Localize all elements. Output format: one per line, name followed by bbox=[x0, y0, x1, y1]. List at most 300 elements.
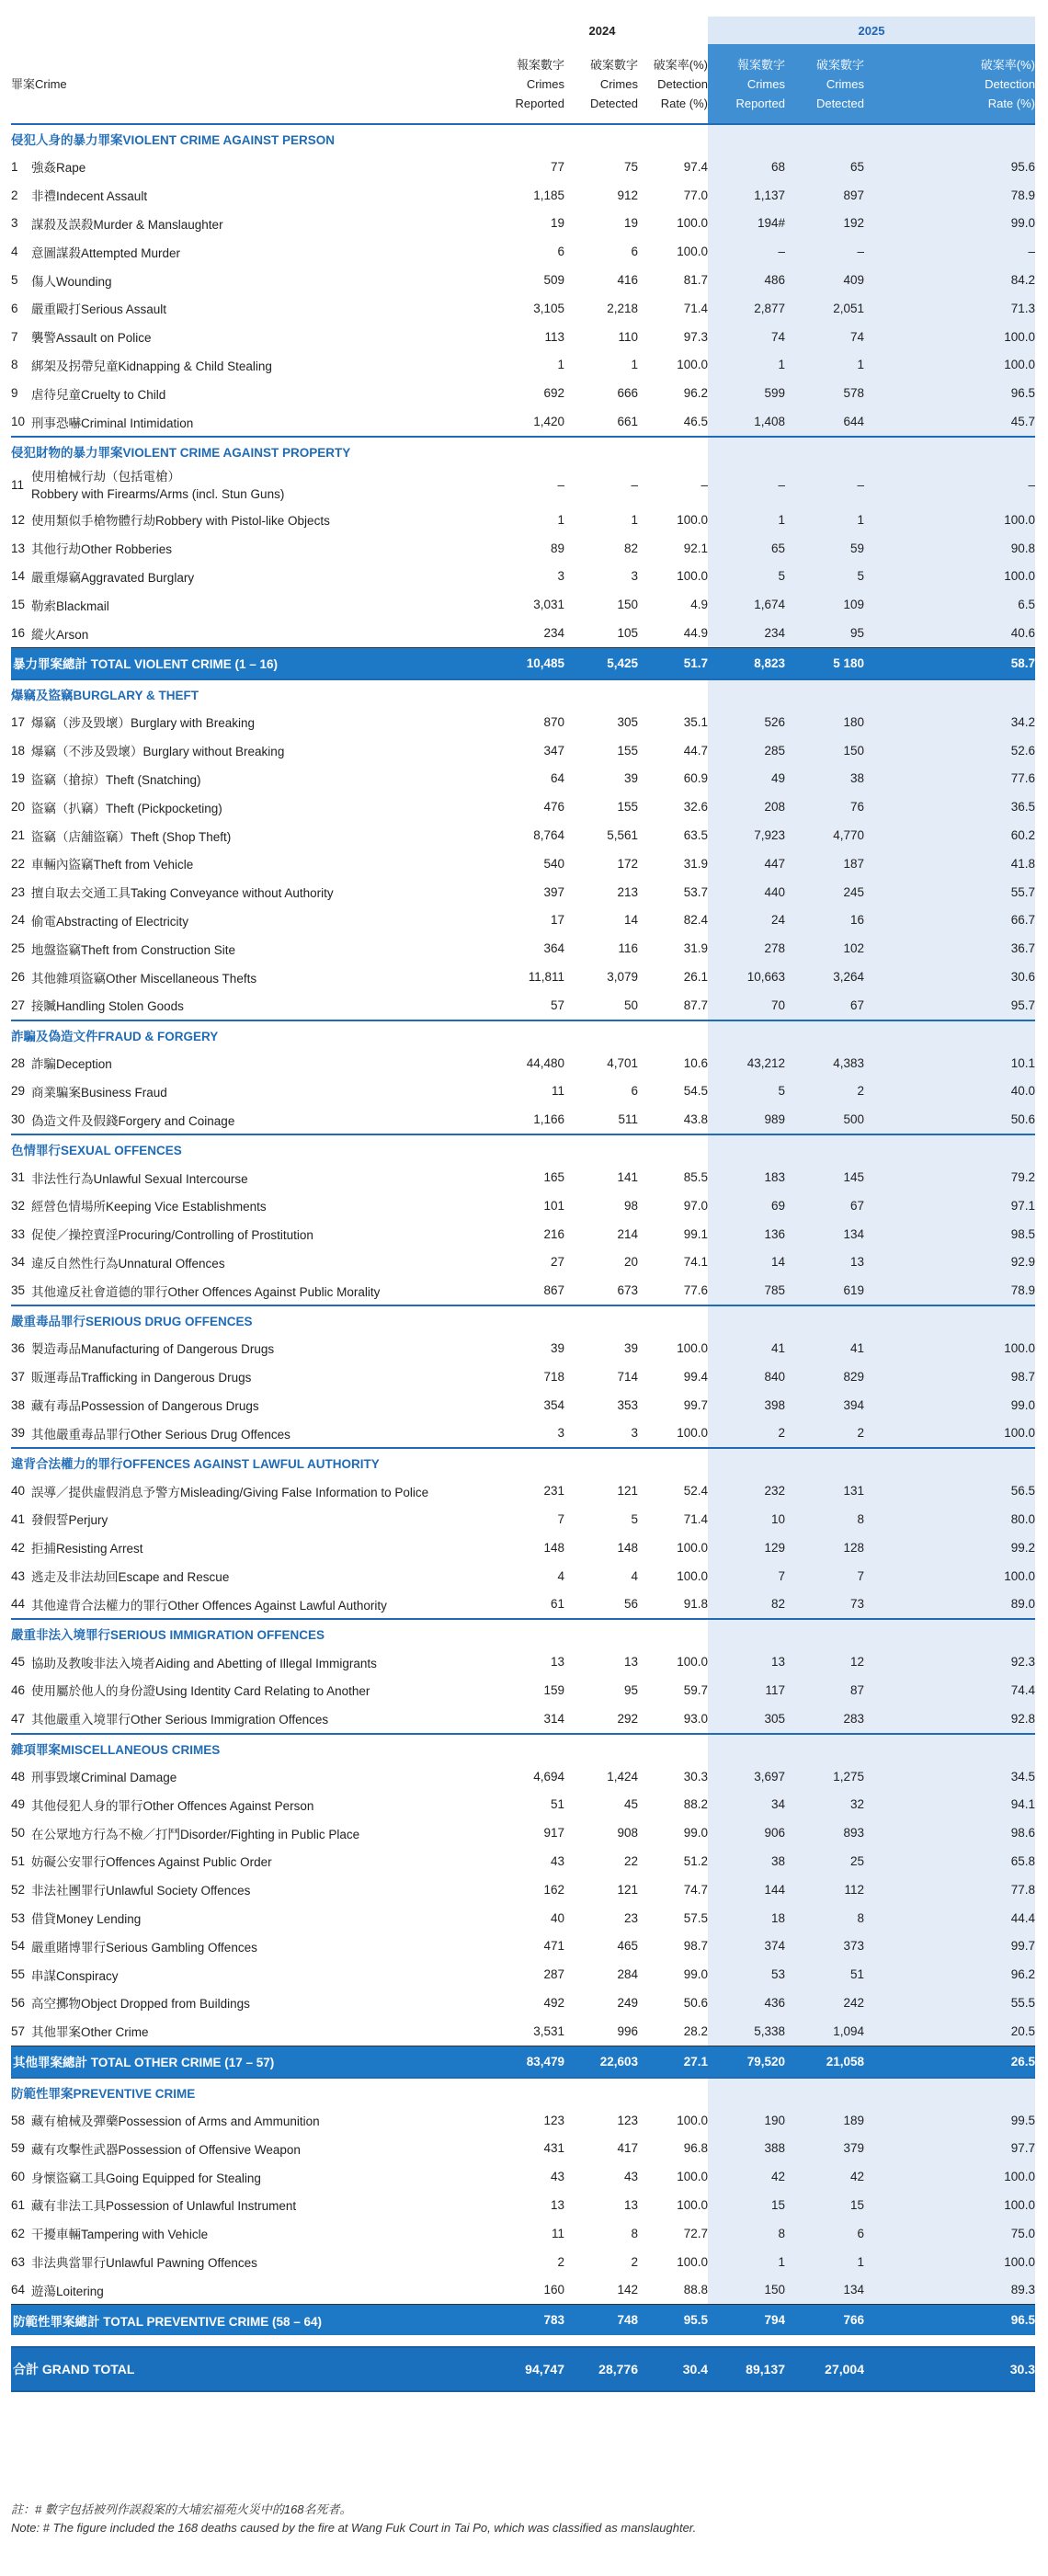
header-line: 破案數字 bbox=[589, 57, 638, 72]
total-row bbox=[11, 647, 1035, 679]
detected-2025: 42 bbox=[785, 2162, 864, 2191]
crime-name-line: 其他侵犯人身的罪行Other Offences Against Person bbox=[31, 1798, 314, 1813]
detected-2025: 109 bbox=[785, 590, 864, 619]
section-2025-band bbox=[708, 1619, 1035, 1647]
crime-name bbox=[31, 1989, 496, 2017]
crime-name bbox=[31, 1647, 496, 1676]
row-number: 59 bbox=[11, 2141, 26, 2156]
crime-name bbox=[31, 237, 496, 266]
header-line: Detected bbox=[589, 96, 638, 110]
rate-2025: 36.5 bbox=[864, 792, 1035, 821]
rate-2024: 10.6 bbox=[683, 1055, 708, 1070]
detected-2024: 912 bbox=[617, 188, 638, 202]
reported-2025: 447 bbox=[708, 849, 785, 878]
table-row bbox=[11, 1676, 1035, 1704]
rate-2024: 93.0 bbox=[638, 1704, 708, 1734]
reported-2025: 1 bbox=[708, 2248, 785, 2276]
rate-2025: 100.0 bbox=[864, 1562, 1035, 1590]
reported-2025: 150 bbox=[708, 2275, 785, 2304]
reported-2024: 718 bbox=[543, 1369, 564, 1384]
row-number: 55 bbox=[11, 1967, 26, 1982]
reported-2025: 440 bbox=[708, 878, 785, 906]
crime-name-line: 盜竊（扒竊）Theft (Pickpocketing) bbox=[31, 801, 222, 815]
total-label: 暴力罪案總計 TOTAL VIOLENT CRIME (1 – 16) bbox=[11, 647, 496, 679]
rate-2024: 60.9 bbox=[683, 771, 708, 786]
row-number: 51 bbox=[11, 1853, 26, 1868]
detected-2024: 3 bbox=[564, 1419, 638, 1448]
detected-2024: 22 bbox=[623, 1853, 638, 1868]
footnote-en: Note: # The figure included the 168 deaths caused by the fire at Wang Fuk Court in Tai Po, which was classified as manslaughter. bbox=[11, 2521, 697, 2535]
reported-2025: 82 bbox=[708, 1590, 785, 1619]
total-reported-2025: 8,823 bbox=[708, 647, 785, 679]
detected-2025: 87 bbox=[785, 1676, 864, 1704]
detected-2025: 2 bbox=[785, 1077, 864, 1106]
reported-2025: 599 bbox=[708, 379, 785, 407]
crime-name bbox=[31, 1391, 496, 1419]
section-title: 侵犯人身的暴力罪案VIOLENT CRIME AGAINST PERSON bbox=[11, 124, 708, 153]
rate-2024: 100.0 bbox=[677, 2254, 708, 2269]
crime-name bbox=[31, 934, 496, 963]
detected-2024: 39 bbox=[623, 771, 638, 786]
header-line: Rate (%) bbox=[660, 96, 708, 110]
crime-name bbox=[31, 1334, 496, 1362]
section-title: 侵犯財物的暴力罪案VIOLENT CRIME AGAINST PROPERTY bbox=[11, 437, 708, 465]
reported-2024: 148 bbox=[543, 1540, 564, 1555]
rate-2025: 45.7 bbox=[864, 407, 1035, 437]
row-number: 16 bbox=[11, 626, 26, 641]
detected-2025: 102 bbox=[785, 934, 864, 963]
crime-name bbox=[31, 1875, 496, 1904]
rate-2025: 100.0 bbox=[864, 2248, 1035, 2276]
table-row bbox=[11, 1875, 1035, 1904]
table-row bbox=[11, 765, 1035, 793]
header-year-row bbox=[11, 17, 1035, 44]
rate-2024: 96.8 bbox=[683, 2141, 708, 2156]
row-number: 60 bbox=[11, 2170, 26, 2184]
reported-2024: 287 bbox=[543, 1967, 564, 1982]
table-row bbox=[11, 849, 1035, 878]
header-reported-2025 bbox=[708, 44, 785, 124]
reported-2024: 917 bbox=[543, 1826, 564, 1841]
crime-name bbox=[31, 407, 496, 437]
table-row bbox=[11, 1505, 1035, 1533]
crime-name-line: 販運毒品Trafficking in Dangerous Drugs bbox=[31, 1371, 252, 1385]
reported-2025: 129 bbox=[708, 1533, 785, 1562]
rate-2025: 56.5 bbox=[864, 1476, 1035, 1505]
crime-name-line: 串謀Conspiracy bbox=[31, 1968, 119, 1983]
rate-2025: 94.1 bbox=[864, 1790, 1035, 1818]
detected-2024: 1 bbox=[631, 358, 638, 372]
rate-2024: 57.5 bbox=[683, 1910, 708, 1925]
row-number: 48 bbox=[11, 1769, 26, 1784]
rate-2024: 77.0 bbox=[683, 188, 708, 202]
rate-2025: 20.5 bbox=[864, 2017, 1035, 2046]
crime-name-line: 非法社團罪行Unlawful Society Offences bbox=[31, 1884, 251, 1898]
detected-2024: 150 bbox=[617, 598, 638, 612]
rate-2025: 92.9 bbox=[864, 1248, 1035, 1277]
row-number: 31 bbox=[11, 1170, 26, 1184]
reported-2024: 165 bbox=[543, 1170, 564, 1184]
crime-name-line: 藏有非法工具Possession of Unlawful Instrument bbox=[31, 2199, 297, 2214]
section-title: 爆竊及盜竊BURGLARY & THEFT bbox=[11, 679, 708, 708]
detected-2024: 95 bbox=[623, 1682, 638, 1697]
reported-2025: 183 bbox=[708, 1163, 785, 1191]
detected-2024: 996 bbox=[617, 2023, 638, 2038]
table-row bbox=[11, 266, 1035, 294]
table-row bbox=[11, 619, 1035, 647]
reported-2024: 3 bbox=[496, 1419, 564, 1448]
crime-name-line: 強姦Rape bbox=[31, 161, 86, 176]
row-number: 8 bbox=[11, 358, 18, 372]
header-detected-2024 bbox=[564, 44, 638, 124]
table-row bbox=[11, 1334, 1035, 1362]
crime-name bbox=[31, 323, 496, 351]
reported-2025: 136 bbox=[708, 1220, 785, 1248]
reported-2025: 53 bbox=[708, 1960, 785, 1989]
detected-2025: 4,383 bbox=[785, 1049, 864, 1077]
crime-name-line-2: Robbery with Firearms/Arms (incl. Stun Guns) bbox=[31, 486, 285, 501]
row-number: 54 bbox=[11, 1939, 26, 1954]
reported-2024: 11 bbox=[551, 2226, 564, 2240]
crime-name-line: 商業騙案Business Fraud bbox=[31, 1085, 167, 1100]
reported-2024: 27 bbox=[550, 1255, 564, 1270]
reported-2024: 397 bbox=[543, 884, 564, 899]
reported-2025: – bbox=[708, 465, 785, 506]
row-number: 1 bbox=[11, 159, 18, 174]
detected-2024: 56 bbox=[564, 1590, 638, 1619]
crime-name-line: 高空擲物Object Dropped from Buildings bbox=[31, 1997, 250, 2012]
table-row bbox=[11, 708, 1035, 736]
reported-2025: 2 bbox=[708, 1419, 785, 1448]
table-row bbox=[11, 465, 1035, 506]
row-number: 28 bbox=[11, 1055, 26, 1070]
detected-2024: 105 bbox=[617, 626, 638, 641]
detected-2024: 121 bbox=[617, 1882, 638, 1897]
crime-name bbox=[31, 1676, 496, 1704]
crime-name-line: 刑事毀壞Criminal Damage bbox=[31, 1771, 177, 1785]
table-row bbox=[11, 153, 1035, 181]
total-detected-2025: 21,058 bbox=[785, 2046, 864, 2078]
detected-2025: 74 bbox=[785, 323, 864, 351]
crime-name bbox=[31, 1960, 496, 1989]
row-number: 13 bbox=[11, 541, 26, 555]
table-row bbox=[11, 563, 1035, 591]
rate-2025: 74.4 bbox=[864, 1676, 1035, 1704]
crime-name-line: 縱火Arson bbox=[31, 627, 89, 642]
reported-2025: 13 bbox=[708, 1647, 785, 1676]
row-number: 11 bbox=[11, 478, 25, 493]
detected-2025: 7 bbox=[785, 1562, 864, 1590]
total-detected-2024: 22,603 bbox=[564, 2046, 638, 2078]
reported-2024: 57 bbox=[496, 991, 564, 1020]
section-header bbox=[11, 1020, 1035, 1049]
rate-2024: 88.8 bbox=[683, 2283, 708, 2297]
total-detected-2024: 748 bbox=[564, 2305, 638, 2336]
total-reported-2024: 83,479 bbox=[496, 2046, 564, 2078]
rate-2024: 46.5 bbox=[638, 407, 708, 437]
crime-name bbox=[31, 765, 496, 793]
detected-2025: 16 bbox=[785, 906, 864, 935]
rate-2024: 100.0 bbox=[677, 1655, 708, 1670]
detected-2024: 45 bbox=[623, 1797, 638, 1812]
crime-name bbox=[31, 1904, 496, 1932]
grand-total-detected-2024: 28,776 bbox=[564, 2347, 638, 2391]
rate-2024: 71.4 bbox=[683, 1511, 708, 1526]
rate-2025: 97.1 bbox=[864, 1191, 1035, 1220]
detected-2024: 1 bbox=[631, 512, 638, 527]
detected-2024: 5 bbox=[631, 1511, 638, 1526]
crime-name bbox=[31, 2191, 496, 2219]
detected-2024: 8 bbox=[631, 2226, 638, 2240]
reported-2024: 347 bbox=[543, 743, 564, 758]
rate-2025: 100.0 bbox=[864, 2162, 1035, 2191]
detected-2025: 192 bbox=[785, 210, 864, 238]
table-row bbox=[11, 534, 1035, 563]
rate-2025: 55.5 bbox=[864, 1989, 1035, 2017]
detected-2024: 82 bbox=[623, 541, 638, 555]
row-number: 24 bbox=[11, 913, 26, 928]
rate-2024: 99.4 bbox=[683, 1369, 708, 1384]
crime-name bbox=[31, 1790, 496, 1818]
detected-2025: 1 bbox=[785, 2248, 864, 2276]
table-row bbox=[11, 736, 1035, 765]
row-number: 42 bbox=[11, 1540, 26, 1555]
detected-2025: 180 bbox=[785, 708, 864, 736]
table-row bbox=[11, 407, 1035, 437]
rate-2025: 98.5 bbox=[864, 1220, 1035, 1248]
detected-2024: 3 bbox=[631, 569, 638, 584]
rate-2024: 99.1 bbox=[683, 1226, 708, 1241]
rate-2024: 59.7 bbox=[683, 1682, 708, 1697]
detected-2025: 283 bbox=[785, 1704, 864, 1734]
crime-statistics-table bbox=[11, 17, 1035, 2392]
crime-name-line: 干擾車輛Tampering with Vehicle bbox=[31, 2228, 209, 2242]
row-number: 3 bbox=[11, 216, 18, 231]
table-row bbox=[11, 210, 1035, 238]
table-row bbox=[11, 1049, 1035, 1077]
reported-2024: 2 bbox=[557, 2254, 564, 2269]
reported-2024: 11 bbox=[551, 1084, 564, 1099]
section-header bbox=[11, 679, 1035, 708]
grand-total-rate-2025: 30.3 bbox=[864, 2347, 1035, 2391]
crime-name bbox=[31, 821, 496, 849]
detected-2025: 128 bbox=[785, 1533, 864, 1562]
crime-name bbox=[31, 1191, 496, 1220]
crime-name bbox=[31, 1220, 496, 1248]
total-label: 其他罪案總計 TOTAL OTHER CRIME (17 – 57) bbox=[11, 2046, 496, 2078]
crime-name-line: 擅自取去交通工具Taking Conveyance without Authority bbox=[31, 886, 334, 901]
detected-2024: 98 bbox=[623, 1198, 638, 1213]
reported-2025: 1,674 bbox=[708, 590, 785, 619]
grand-total-reported-2024: 94,747 bbox=[496, 2347, 564, 2391]
row-number: 9 bbox=[11, 386, 18, 401]
rate-2025: 52.6 bbox=[864, 736, 1035, 765]
rate-2024: 87.7 bbox=[638, 991, 708, 1020]
total-reported-2024: 783 bbox=[496, 2305, 564, 2336]
rate-2024: 100.0 bbox=[677, 512, 708, 527]
crime-name-line: 非法典當罪行Unlawful Pawning Offences bbox=[31, 2256, 257, 2270]
rate-2024: 50.6 bbox=[683, 1995, 708, 2010]
reported-2025: 15 bbox=[708, 2191, 785, 2219]
reported-2024: 509 bbox=[543, 273, 564, 288]
rate-2025: 97.7 bbox=[864, 2134, 1035, 2162]
row-number: 6 bbox=[11, 301, 18, 315]
reported-2024: 61 bbox=[496, 1590, 564, 1619]
row-number: 56 bbox=[11, 1995, 26, 2010]
crime-name-line: 盜竊（搶掠）Theft (Snatching) bbox=[31, 772, 201, 787]
rate-2024: 44.9 bbox=[683, 626, 708, 641]
crime-name-line: 其他嚴重毒品罪行Other Serious Drug Offences bbox=[31, 1427, 290, 1442]
section-header bbox=[11, 1734, 1035, 1762]
crime-name bbox=[31, 1847, 496, 1875]
reported-2025: 1 bbox=[708, 351, 785, 380]
rate-2025: 100.0 bbox=[864, 351, 1035, 380]
table-row bbox=[11, 2191, 1035, 2219]
detected-2024: 116 bbox=[618, 941, 638, 956]
table-row bbox=[11, 1220, 1035, 1248]
crime-name-line: 謀殺及誤殺Murder & Manslaughter bbox=[31, 217, 223, 232]
row-number: 58 bbox=[11, 2113, 26, 2127]
crime-name-line: 非法性行為Unlawful Sexual Intercourse bbox=[31, 1171, 248, 1186]
table-row bbox=[11, 1847, 1035, 1875]
table-row bbox=[11, 237, 1035, 266]
detected-2025: – bbox=[785, 237, 864, 266]
rate-2024: 71.4 bbox=[683, 301, 708, 315]
crime-name-line: 非禮Indecent Assault bbox=[31, 189, 148, 204]
rate-2024: 100.0 bbox=[638, 1419, 708, 1448]
table-row bbox=[11, 506, 1035, 534]
detected-2025: 578 bbox=[785, 379, 864, 407]
rate-2025: 60.2 bbox=[864, 821, 1035, 849]
rate-2024: 44.7 bbox=[683, 743, 708, 758]
crime-name-line: 誤導／提供虛假消息予警方Misleading/Giving False Information to Police bbox=[31, 1485, 429, 1499]
reported-2024: 4 bbox=[557, 1568, 564, 1583]
rate-2024: 100.0 bbox=[677, 2197, 708, 2212]
crime-name-line: 發假誓Perjury bbox=[31, 1513, 108, 1528]
table-row bbox=[11, 821, 1035, 849]
section-2025-band bbox=[708, 1734, 1035, 1762]
reported-2025: 906 bbox=[708, 1818, 785, 1847]
reported-2025: 5,338 bbox=[708, 2017, 785, 2046]
reported-2024: 314 bbox=[496, 1704, 564, 1734]
detected-2025: 1,094 bbox=[785, 2017, 864, 2046]
reported-2024: 870 bbox=[543, 714, 564, 729]
rate-2025: 95.7 bbox=[864, 991, 1035, 1020]
crime-name-line: 其他罪案Other Crime bbox=[31, 2025, 149, 2040]
crime-name bbox=[31, 1533, 496, 1562]
row-number: 30 bbox=[11, 1105, 31, 1134]
rate-2024: 63.5 bbox=[683, 828, 708, 843]
rate-2025: 78.9 bbox=[864, 181, 1035, 210]
row-number: 27 bbox=[11, 991, 31, 1020]
header-line: 報案數字 bbox=[516, 57, 564, 72]
row-number: 5 bbox=[11, 273, 18, 288]
reported-2025: 388 bbox=[708, 2134, 785, 2162]
detected-2024: – bbox=[631, 478, 638, 493]
row-number: 32 bbox=[11, 1198, 26, 1213]
detected-2025: 95 bbox=[785, 619, 864, 647]
reported-2024: 44,480 bbox=[526, 1055, 564, 1070]
detected-2024: 13 bbox=[623, 1655, 638, 1670]
detected-2024: 39 bbox=[623, 1340, 638, 1355]
rate-2025: 95.6 bbox=[864, 153, 1035, 181]
reported-2024: 1,166 bbox=[496, 1105, 564, 1134]
row-number: 52 bbox=[11, 1882, 26, 1897]
rate-2024: 88.2 bbox=[683, 1797, 708, 1812]
total-detected-2024: 5,425 bbox=[564, 647, 638, 679]
section-header bbox=[11, 1134, 1035, 1163]
table-row bbox=[11, 1248, 1035, 1277]
rate-2024: 100.0 bbox=[677, 1540, 708, 1555]
rate-2025: 41.8 bbox=[864, 849, 1035, 878]
table-row bbox=[11, 1276, 1035, 1305]
rate-2024: 100.0 bbox=[677, 2170, 708, 2184]
detected-2025: 131 bbox=[785, 1476, 864, 1505]
reported-2025: 117 bbox=[708, 1676, 785, 1704]
total-rate-2024: 27.1 bbox=[638, 2046, 708, 2078]
table-row bbox=[11, 2017, 1035, 2046]
crime-name-line: 盜竊（店舖盜竊）Theft (Shop Theft) bbox=[31, 829, 232, 844]
row-number: 50 bbox=[11, 1826, 26, 1841]
row-number: 20 bbox=[11, 800, 26, 815]
rate-2024: 28.2 bbox=[683, 2023, 708, 2038]
detected-2024: 172 bbox=[617, 856, 638, 871]
detected-2025: 893 bbox=[785, 1818, 864, 1847]
detected-2025: – bbox=[785, 465, 864, 506]
detected-2025: 65 bbox=[785, 153, 864, 181]
table-row bbox=[11, 351, 1035, 380]
crime-name-line: 遊蕩Loitering bbox=[31, 2284, 104, 2298]
crime-name bbox=[31, 708, 496, 736]
header-line: Crimes bbox=[526, 76, 564, 91]
reported-2025: 285 bbox=[708, 736, 785, 765]
reported-2024: 3,105 bbox=[533, 301, 564, 315]
total-detected-2025: 766 bbox=[785, 2305, 864, 2336]
crime-name-line: 虐待兒童Cruelty to Child bbox=[31, 387, 166, 402]
crime-name bbox=[31, 1049, 496, 1077]
header-line: 破案率(%) bbox=[980, 57, 1035, 72]
rate-2025: 100.0 bbox=[864, 323, 1035, 351]
rate-2024: 77.6 bbox=[638, 1276, 708, 1305]
row-number: 25 bbox=[11, 941, 26, 956]
row-number: 15 bbox=[11, 598, 26, 612]
reported-2024: 162 bbox=[543, 1882, 564, 1897]
reported-2025: 486 bbox=[708, 266, 785, 294]
table-row bbox=[11, 991, 1035, 1020]
reported-2024: 476 bbox=[543, 800, 564, 815]
detected-2024: 20 bbox=[623, 1255, 638, 1270]
rate-2025: 55.7 bbox=[864, 878, 1035, 906]
row-number: 46 bbox=[11, 1682, 26, 1697]
section-header bbox=[11, 1619, 1035, 1647]
detected-2025: 373 bbox=[785, 1932, 864, 1960]
detected-2024: 155 bbox=[617, 800, 638, 815]
reported-2024: 13 bbox=[550, 2197, 564, 2212]
row-number: 17 bbox=[11, 714, 26, 729]
grand-total-row bbox=[11, 2347, 1035, 2391]
rate-2024: 43.8 bbox=[638, 1105, 708, 1134]
crime-name bbox=[31, 563, 496, 591]
row-number: 33 bbox=[11, 1226, 26, 1241]
header-line: Rate (%) bbox=[987, 96, 1035, 110]
table-row bbox=[11, 2275, 1035, 2304]
rate-2025: 78.9 bbox=[864, 1276, 1035, 1305]
detected-2024: 19 bbox=[623, 216, 638, 231]
rate-2024: 53.7 bbox=[683, 884, 708, 899]
reported-2024: – bbox=[557, 478, 564, 493]
detected-2025: 112 bbox=[785, 1875, 864, 1904]
detected-2024: 3,079 bbox=[607, 970, 638, 985]
